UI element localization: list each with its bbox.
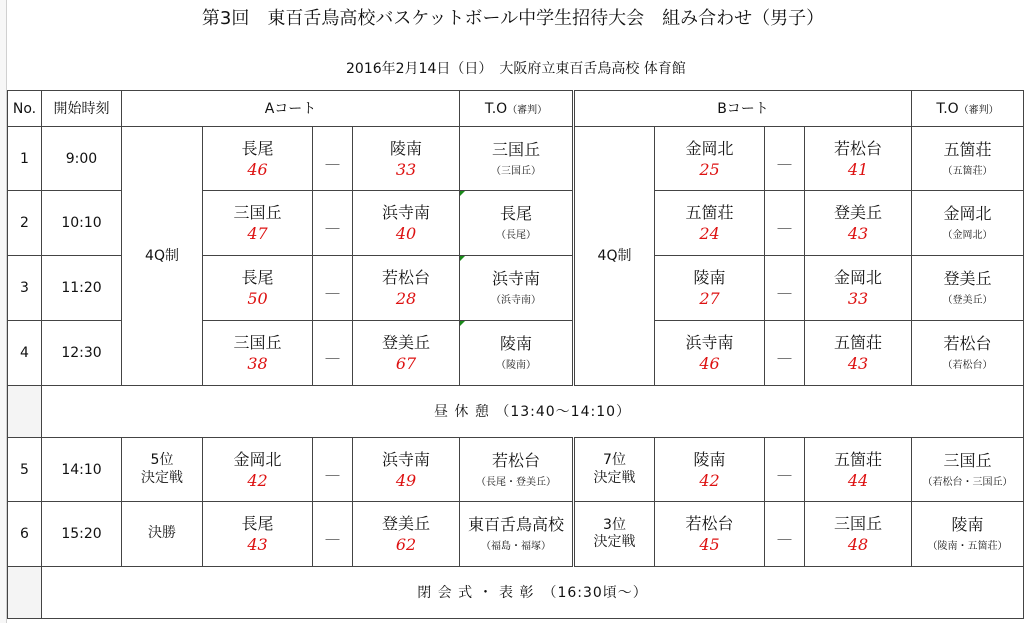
team-score: 67 — [395, 354, 417, 373]
team-score: 40 — [395, 224, 417, 243]
officials-team: 三国丘 — [943, 450, 992, 470]
team-name: 長尾 — [241, 138, 274, 158]
team-score: 62 — [395, 535, 417, 554]
blank-no-cell — [8, 567, 42, 619]
officials-team: 若松台 — [943, 334, 992, 353]
vs-dash: ＿ — [313, 502, 353, 567]
officials-team: 陵南 — [499, 334, 532, 353]
team-score: 45 — [699, 535, 720, 554]
officials-team: 登美丘 — [943, 269, 992, 288]
officials-referees: （陵南） — [496, 360, 536, 371]
team-name: 登美丘 — [833, 203, 882, 222]
team-name: 登美丘 — [381, 514, 430, 533]
team-score: 44 — [847, 470, 869, 490]
team-name: 陵南 — [693, 449, 726, 469]
officials-referees: （福島・福塚） — [481, 541, 551, 552]
court-a-away — [353, 438, 460, 502]
court-b-away — [805, 191, 912, 256]
court-a-format: 決勝 — [122, 502, 203, 567]
team-name: 若松台 — [381, 268, 430, 287]
team-score: 48 — [847, 535, 869, 554]
officials-referees: （陵南・五箇荘） — [927, 541, 1008, 552]
match-time: 15:20 — [42, 502, 122, 567]
team-name: 陵南 — [389, 138, 422, 158]
court-a-officials — [460, 191, 574, 256]
vs-dash: ＿ — [765, 321, 805, 386]
officials-team: 若松台 — [491, 450, 540, 470]
team-name: 五箇荘 — [833, 449, 882, 469]
team-name: 浜寺南 — [685, 333, 734, 352]
team-name: 五箇荘 — [685, 203, 734, 222]
court-b-away — [805, 256, 912, 321]
vs-dash: ＿ — [765, 256, 805, 321]
vs-dash: ＿ — [765, 438, 805, 502]
court-b-home — [655, 256, 765, 321]
court-a-format: 4Q制 — [122, 127, 203, 386]
court-b-home — [655, 127, 765, 191]
team-name: 金岡北 — [833, 268, 882, 287]
officials-referees: （登美丘） — [942, 295, 993, 306]
table-row — [8, 502, 1024, 567]
court-a-away — [353, 321, 460, 386]
court-b-officials — [912, 256, 1024, 321]
team-score: 33 — [847, 289, 869, 308]
court-a-home — [203, 127, 313, 191]
court-a-officials — [460, 321, 574, 386]
event-date-venue: 2016年2月14日（日） 大阪府立東百舌鳥高校 体育館 — [346, 61, 686, 77]
match-time: 12:30 — [42, 321, 122, 386]
officials-referees: （浜寺南） — [491, 295, 541, 306]
team-score: 47 — [247, 224, 268, 243]
row-header-strip — [0, 0, 7, 623]
court-a-officials — [460, 438, 574, 502]
match-no: 5 — [8, 438, 42, 502]
team-name: 陵南 — [693, 268, 726, 287]
team-name: 五箇荘 — [833, 333, 882, 352]
court-b-home — [655, 438, 765, 502]
officials-team: 東百舌鳥高校 — [467, 515, 564, 534]
match-time: 10:10 — [42, 191, 122, 256]
vs-dash: ＿ — [765, 191, 805, 256]
team-score: 38 — [247, 354, 268, 373]
officials-team: 金岡北 — [943, 204, 992, 223]
court-a-format: 5位 決定戦 — [122, 438, 203, 502]
vs-dash: ＿ — [313, 191, 353, 256]
cell-note-marker — [460, 321, 465, 326]
court-b-officials — [912, 321, 1024, 386]
team-score: 43 — [847, 224, 869, 243]
team-name: 若松台 — [833, 138, 882, 158]
team-score: 24 — [699, 224, 720, 243]
match-no: 6 — [8, 502, 42, 567]
match-no: 1 — [8, 127, 42, 191]
court-b-home — [655, 321, 765, 386]
court-a-officials — [460, 256, 574, 321]
table-row — [8, 438, 1024, 502]
court-a-officials — [460, 127, 574, 191]
page-title: 第3回 東百舌鳥高校バスケットボール中学生招待大会 組み合わせ（男子） — [201, 8, 825, 29]
team-score: 50 — [247, 289, 268, 308]
closing-ceremony-row — [8, 567, 1024, 619]
header-court-b: Bコート — [574, 91, 912, 127]
vs-dash: ＿ — [765, 502, 805, 567]
team-name: 長尾 — [241, 268, 274, 287]
team-name: 三国丘 — [833, 514, 882, 533]
header-no: No. — [8, 91, 42, 127]
vs-dash: ＿ — [313, 256, 353, 321]
court-a-away — [353, 256, 460, 321]
court-a-home — [203, 502, 313, 567]
match-time: 9:00 — [42, 127, 122, 191]
court-b-format: 7位 決定戦 — [574, 438, 655, 502]
cell-note-marker — [460, 191, 465, 196]
court-b-away — [805, 321, 912, 386]
team-score: 28 — [395, 289, 417, 308]
officials-referees: （長尾・登美丘） — [476, 476, 556, 488]
team-score: 46 — [247, 159, 268, 179]
court-a-home — [203, 321, 313, 386]
team-score: 43 — [847, 354, 869, 373]
court-b-officials — [912, 502, 1024, 567]
team-name: 浜寺南 — [381, 449, 430, 469]
officials-referees: （五箇荘） — [942, 165, 993, 177]
team-score: 43 — [247, 535, 268, 554]
schedule-table — [7, 90, 1024, 619]
officials-team: 浜寺南 — [491, 269, 540, 288]
court-a-home — [203, 438, 313, 502]
court-a-home — [203, 191, 313, 256]
team-score: 33 — [395, 159, 417, 179]
court-b-officials — [912, 127, 1024, 191]
header-start-time: 開始時刻 — [42, 91, 122, 127]
team-name: 金岡北 — [233, 449, 282, 469]
court-a-away — [353, 127, 460, 191]
match-time: 11:20 — [42, 256, 122, 321]
header-court-a: Aコート — [122, 91, 460, 127]
match-time: 14:10 — [42, 438, 122, 502]
closing-ceremony: 閉 会 式 ・ 表 彰 （16:30頃～） — [42, 567, 1024, 619]
team-score: 46 — [699, 354, 720, 373]
blank-no-cell — [8, 386, 42, 438]
match-no: 2 — [8, 191, 42, 256]
court-b-format: 3位 決定戦 — [574, 502, 655, 567]
team-name: 登美丘 — [381, 333, 430, 352]
vs-dash: ＿ — [765, 127, 805, 191]
lunch-break: 昼 休 憩 （13:40～14:10） — [42, 386, 1024, 438]
team-name: 長尾 — [241, 514, 274, 533]
court-a-home — [203, 256, 313, 321]
header-to-a: T.O（審判） — [460, 91, 574, 127]
vs-dash: ＿ — [313, 321, 353, 386]
court-b-officials — [912, 438, 1024, 502]
team-name: 金岡北 — [685, 138, 734, 158]
officials-referees: （三国丘） — [491, 165, 541, 177]
lunch-break-row — [8, 386, 1024, 438]
court-b-away — [805, 502, 912, 567]
team-name: 若松台 — [685, 514, 734, 533]
officials-team: 陵南 — [951, 515, 984, 534]
match-no: 4 — [8, 321, 42, 386]
court-b-away — [805, 438, 912, 502]
team-score: 49 — [395, 470, 417, 490]
team-name: 三国丘 — [233, 203, 282, 222]
header-row — [8, 91, 1024, 127]
officials-referees: （長尾） — [496, 230, 536, 241]
officials-referees: （金岡北） — [942, 230, 993, 241]
match-no: 3 — [8, 256, 42, 321]
team-name: 浜寺南 — [381, 203, 430, 222]
officials-team: 三国丘 — [491, 139, 540, 159]
team-score: 42 — [247, 470, 268, 490]
team-score: 27 — [699, 289, 720, 308]
court-b-home — [655, 502, 765, 567]
court-a-away — [353, 191, 460, 256]
team-score: 42 — [699, 470, 720, 490]
court-a-officials — [460, 502, 574, 567]
officials-team: 長尾 — [499, 204, 532, 223]
team-score: 41 — [847, 159, 869, 179]
court-b-away — [805, 127, 912, 191]
officials-referees: （若松台・三国丘） — [922, 476, 1013, 488]
court-b-officials — [912, 191, 1024, 256]
cell-note-marker — [460, 256, 465, 261]
team-name: 三国丘 — [233, 333, 282, 352]
vs-dash: ＿ — [313, 438, 353, 502]
vs-dash: ＿ — [313, 127, 353, 191]
court-a-away — [353, 502, 460, 567]
court-b-home — [655, 191, 765, 256]
team-score: 25 — [699, 159, 720, 179]
court-b-format: 4Q制 — [574, 127, 655, 386]
table-row — [8, 127, 1024, 191]
officials-team: 五箇荘 — [943, 139, 992, 159]
officials-referees: （若松台） — [942, 360, 993, 371]
header-to-b: T.O（審判） — [912, 91, 1024, 127]
